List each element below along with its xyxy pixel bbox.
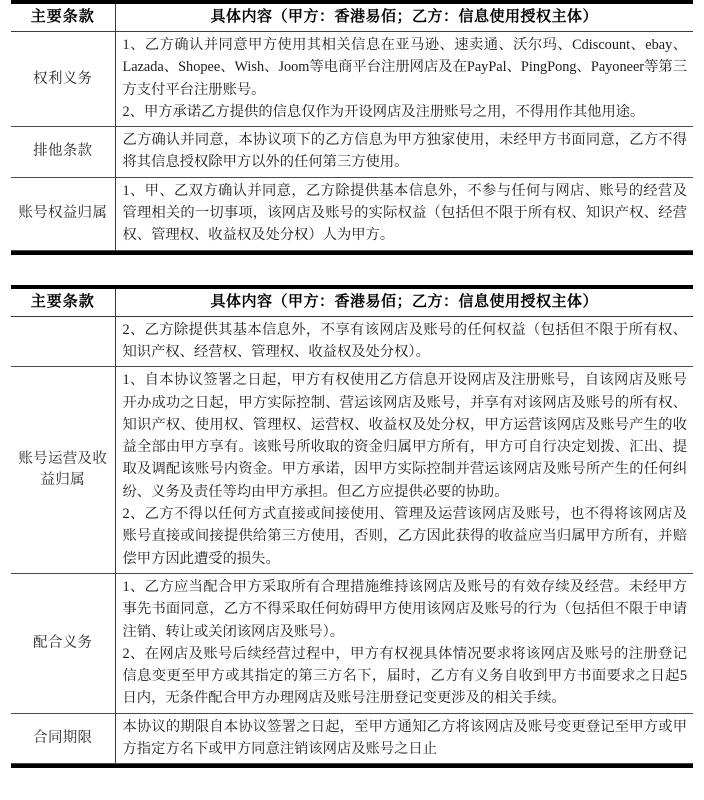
table-1-bottom-rule [11, 251, 693, 255]
clause-paragraph: 2、乙方除提供其基本信息外，不享有该网店及账号的任何权益（包括但不限于所有权、知识产权、经营权、管理权、收益权及处分权）。 [122, 321, 687, 360]
table-1-row-2-term: 账号权益归属 [11, 177, 115, 250]
table-1-row-0-content [115, 32, 693, 127]
table-2-header-row [11, 289, 693, 317]
clause-paragraph: 1、甲、乙双方确认并同意，乙方除提供基本信息外，不参与任何与网店、账号的经营及管理相关的一切事项，该网店及账号的实际权益（包括但不限于所有权、知识产权、经营权、管理权、收益权及处分权）人为甲方。 [122, 182, 687, 244]
table-2-row-0-term [11, 316, 115, 367]
table-2-row-2-term: 配合义务 [11, 573, 115, 713]
table-2-bottom-rule [11, 764, 693, 768]
table-row [11, 32, 693, 127]
table-row [11, 713, 693, 764]
table-2-row-0-content [115, 316, 693, 367]
clause-table-1-block [0, 0, 704, 255]
table-row [11, 573, 693, 713]
clause-paragraph: 乙方确认并同意，本协议项下的乙方信息为甲方独家使用，未经甲方书面同意，乙方不得将其信息授权除甲方以外的任何第三方使用。 [122, 132, 687, 171]
table-row [11, 127, 693, 178]
table-2-header-term: 主要条款 [11, 289, 115, 317]
clause-table-1 [11, 4, 693, 251]
table-gap [0, 255, 704, 285]
clause-paragraph: 2、甲方承诺乙方提供的信息仅作为开设网店及注册账号之用，不得用作其他用途。 [122, 103, 645, 120]
table-1-row-1-content [115, 127, 693, 178]
clause-table-2 [11, 289, 693, 765]
clause-table-2-block [0, 285, 704, 769]
table-2-row-1-term: 账号运营及收益归属 [11, 367, 115, 574]
table-2-row-3-term: 合同期限 [11, 713, 115, 764]
clause-paragraph: 1、乙方应当配合甲方采取所有合理措施维持该网店及账号的有效存续及经营。未经甲方事先书面同意，乙方不得采取任何妨碍甲方使用该网店及账号的行为（包括但不限于申请注销、转让或关闭该网店及账号）。 [122, 578, 687, 640]
table-row [11, 316, 693, 367]
table-1-row-2-content [115, 177, 693, 250]
table-row [11, 367, 693, 574]
clause-paragraph: 1、乙方确认并同意甲方使用其相关信息在亚马逊、速卖通、沃尔玛、Cdiscount、ebay、Lazada、Shopee、Wish、Joom等电商平台注册网店及在PayPal、PingPong、Payoneer等第三方支付平台注册账号。 [122, 37, 687, 98]
table-1-row-1-term: 排他条款 [11, 127, 115, 178]
table-1-row-0-term: 权利义务 [11, 32, 115, 127]
table-1-header-content: 具体内容（甲方：香港易佰；乙方：信息使用授权主体） [115, 4, 693, 32]
table-1-header-term: 主要条款 [11, 4, 115, 32]
table-2-row-3-content [115, 713, 693, 764]
clause-paragraph: 本协议的期限自本协议签署之日起，至甲方通知乙方将该网店及账号变更登记至甲方或甲方指定方名下或甲方同意注销该网店及账号之日止 [122, 718, 687, 758]
table-2-row-1-content [115, 367, 693, 574]
table-2-header-content: 具体内容（甲方：香港易佰；乙方：信息使用授权主体） [115, 289, 693, 317]
clause-paragraph: 2、在网店及账号后续经营过程中，甲方有权视具体情况要求将该网店及账号的注册登记信息变更至甲方或其指定的第三方名下，届时，乙方有义务自收到甲方书面要求之日起5日内，无条件配合甲方办理网店及账号注册登记变更涉及的相关手续。 [122, 645, 687, 707]
table-1-header-row [11, 4, 693, 32]
table-row [11, 177, 693, 250]
clause-paragraph: 2、乙方不得以任何方式直接或间接使用、管理及运营该网店及账号，也不得将该网店及账号直接或间接提供给第三方使用，否则，乙方因此获得的收益应当归属甲方所有，并赔偿甲方因此遭受的损失。 [122, 506, 687, 567]
table-2-row-2-content [115, 573, 693, 713]
clause-paragraph: 1、自本协议签署之日起，甲方有权使用乙方信息开设网店及注册账号，自该网店及账号开办成功之日起，甲方实际控制、营运该网店及账号，并享有对该网店及账号的所有权、知识产权、使用权、管理权、运营权、收益权及处分权，甲方运营该网店及账号产生的收益全部由甲方享有。该账号所收取的资金归属甲方所有，甲方可自行决定划拨、汇出、提取及调配该账号内资金。甲方承诺，因甲方实际控制并营运该网店及账号所产生的任何纠纷、义务及责任等均由甲方承担。但乙方应提供必要的协助。 [122, 372, 687, 500]
